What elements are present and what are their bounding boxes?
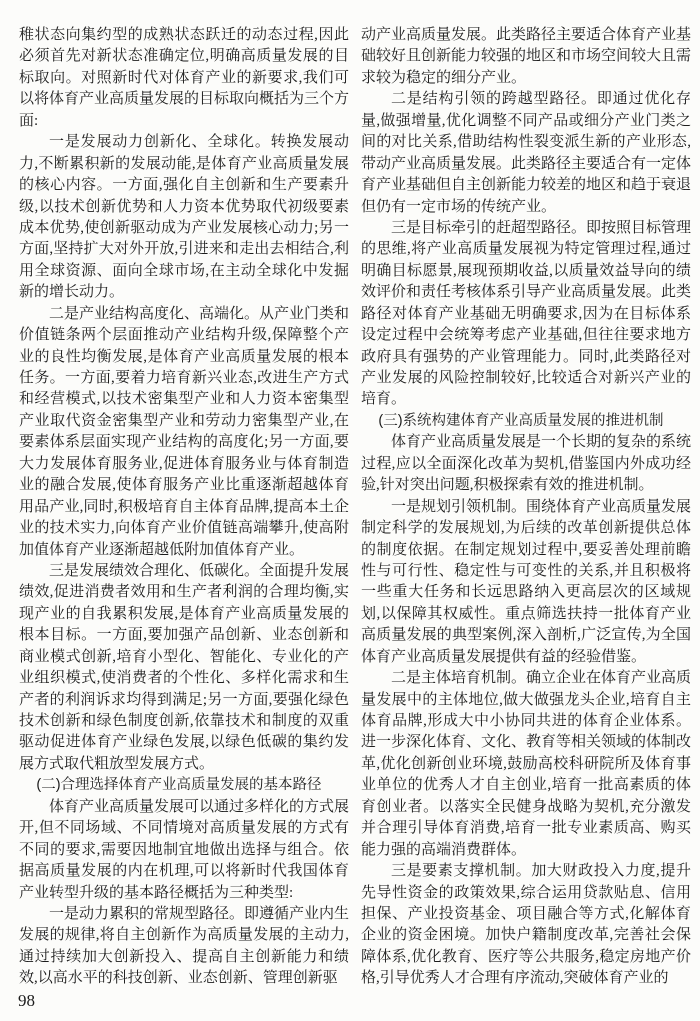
paragraph: 一是动力累积的常规型路径。即遵循产业内生发展的规律,将自主创新作为高质量发展的主动力,通过持续加大创新投入、提高自主创新能力和绩效,以高水平的科技创新、业态创新、管理创新驱 <box>19 905 350 987</box>
page-number: 98 <box>18 991 35 1010</box>
paragraph: 一是规划引领机制。围绕体育产业高质量发展制定科学的发展规划,为后续的改革创新提供总体的制度依据。在制定规划过程中,要妥善处理前瞻性与可行性、稳定性与可变性的关系,并且积极将一些重大任务和长远思路纳入更高层次的区域规划,以保障其权威性。重点筛选扶持一批体育产业高质量发展的典型案例,深入剖析,广泛宣传,为全国体育产业高质量发展提供有益的经验借鉴。 <box>361 498 692 665</box>
paragraph: 体育产业高质量发展是一个长期的复杂的系统过程,应以全面深化改革为契机,借鉴国内外成功经验,针对突出问题,积极探索有效的推进机制。 <box>361 434 692 494</box>
section-heading-2: (二)合理选择体育产业高质量发展的基本路径 <box>36 777 322 794</box>
section-heading-3: (三)系统构建体育产业高质量发展的推进机制 <box>378 412 664 429</box>
paragraph: 稚状态向集约型的成熟状态跃迁的动态过程,因此必须首先对新状态准确定位,明确高质量发展的目标取向。对照新时代对体育产业的新要求,我们可以将体育产业高质量发展的目标取向概括为三个方面: <box>19 27 350 129</box>
paragraph: 二是产业结构高度化、高端化。从产业门类和价值链条两个层面推动产业结构升级,保障整个产业的良性均衡发展,是体育产业高质量发展的根本任务。一方面,要着力培育新兴业态,改进生产方式和经营模式,以技术密集型产业和人力资本密集型产业取代资金密集型产业和劳动力密集型产业,在要素体系层面实现产业结构的高度化;另一方面,要大力发展体育服务业,促进体育服务业与体育制造业的融合发展,使体育服务产业比重逐渐超越体育用品产业,同时,积极培育自主体育品牌,提高本土企业的技术实力,向体育产业价值链高端攀升,使高附加值体育产业逐渐超越低附加值体育产业。 <box>19 305 350 558</box>
paragraph: 二是主体培育机制。确立企业在体育产业高质量发展中的主体地位,做大做强龙头企业,培育自主体育品牌,形成大中小协同共进的体育企业体系。进一步深化体育、文化、教育等相关领域的体制改革,优化创新创业环境,鼓励高校科研院所及体育事业单位的优秀人才自主创业,培育一批高素质的体育创业者。以落实全民健身战略为契机,充分激发并合理引导体育消费,培育一批专业素质高、购买能力强的高端消费群体。 <box>361 670 692 858</box>
paragraph: 三是发展绩效合理化、低碳化。全面提升发展绩效,促进消费者效用和生产者利润的合理均衡,实现产业的自我累积发展,是体育产业高质量发展的根本目标。一方面,要加强产品创新、业态创新和商业模式创新,培育小型化、智能化、专业化的产业组织模式,使消费者的个性化、多样化需求和生产者的利润诉求均得到满足;另一方面,要强化绿色技术创新和绿色制度创新,依靠技术和制度的双重驱动促进体育产业绿色发展,以绿色低碳的集约发展方式取代粗放型发展方式。 <box>19 562 350 772</box>
paragraph: 一是发展动力创新化、全球化。转换发展动力,不断累积新的发展动能,是体育产业高质量发展的核心内容。一方面,强化自主创新和生产要素升级,以技术创新优势和人力资本优势取代初级要素成本优势,使创新驱动成为产业发展核心动力;另一方面,坚持扩大对外开放,引进来和走出去相结合,利用全球资源、面向全球市场,在主动全球化中发掘新的增长动力。 <box>19 134 349 301</box>
paragraph: 三是要素支撑机制。加大财政投入力度,提升先导性资金的政策效果,综合运用贷款贴息、信用担保、产业投资基金、项目融合等方式,化解体育企业的资金困境。加快户籍制度改革,完善社会保障体系,优化教育、医疗等公共服务,稳定房地产价格,引导优秀人才合理有序流动,突破体育产业的 <box>361 863 691 987</box>
paragraph: 动产业高质量发展。此类路径主要适合体育产业基础较好且创新能力较强的地区和市场空间较大且需求较为稳定的细分产业。 <box>361 27 692 86</box>
paragraph: 二是结构引领的跨越型路径。即通过优化存量,做强增量,优化调整不同产品或细分产业门类之间的对比关系,借助结构性裂变派生新的产业形态,带动产业高质量发展。此类路径主要适合有一定体育产业基础但自主创新能力较差的地区和趋于衰退但仍有一定市场的传统产业。 <box>361 91 692 215</box>
left-column <box>19 25 349 990</box>
paragraph: 三是目标牵引的赶超型路径。即按照目标管理的思维,将产业高质量发展视为特定管理过程,通过明确目标愿景,展现预期收益,以质量效益导向的绩效评价和责任考核体系引导产业高质量发展。此类路径对体育产业基础无明确要求,因为在目标体系设定过程中会统筹考虑产业基础,但往往要求地方政府具有强势的产业管理能力。同时,此类路径对产业发展的风险控制较好,比较适合对新兴产业的培育。 <box>361 219 692 408</box>
paragraph: 体育产业高质量发展可以通过多样化的方式展开,但不同场域、不同情境对高质量发展的方式有不同的要求,需要因地制宜地做出选择与组合。依据高质量发展的内在机理,可以将新时代我国体育产业转型升级的基本路径概括为三种类型: <box>19 798 350 901</box>
right-column <box>361 25 691 990</box>
